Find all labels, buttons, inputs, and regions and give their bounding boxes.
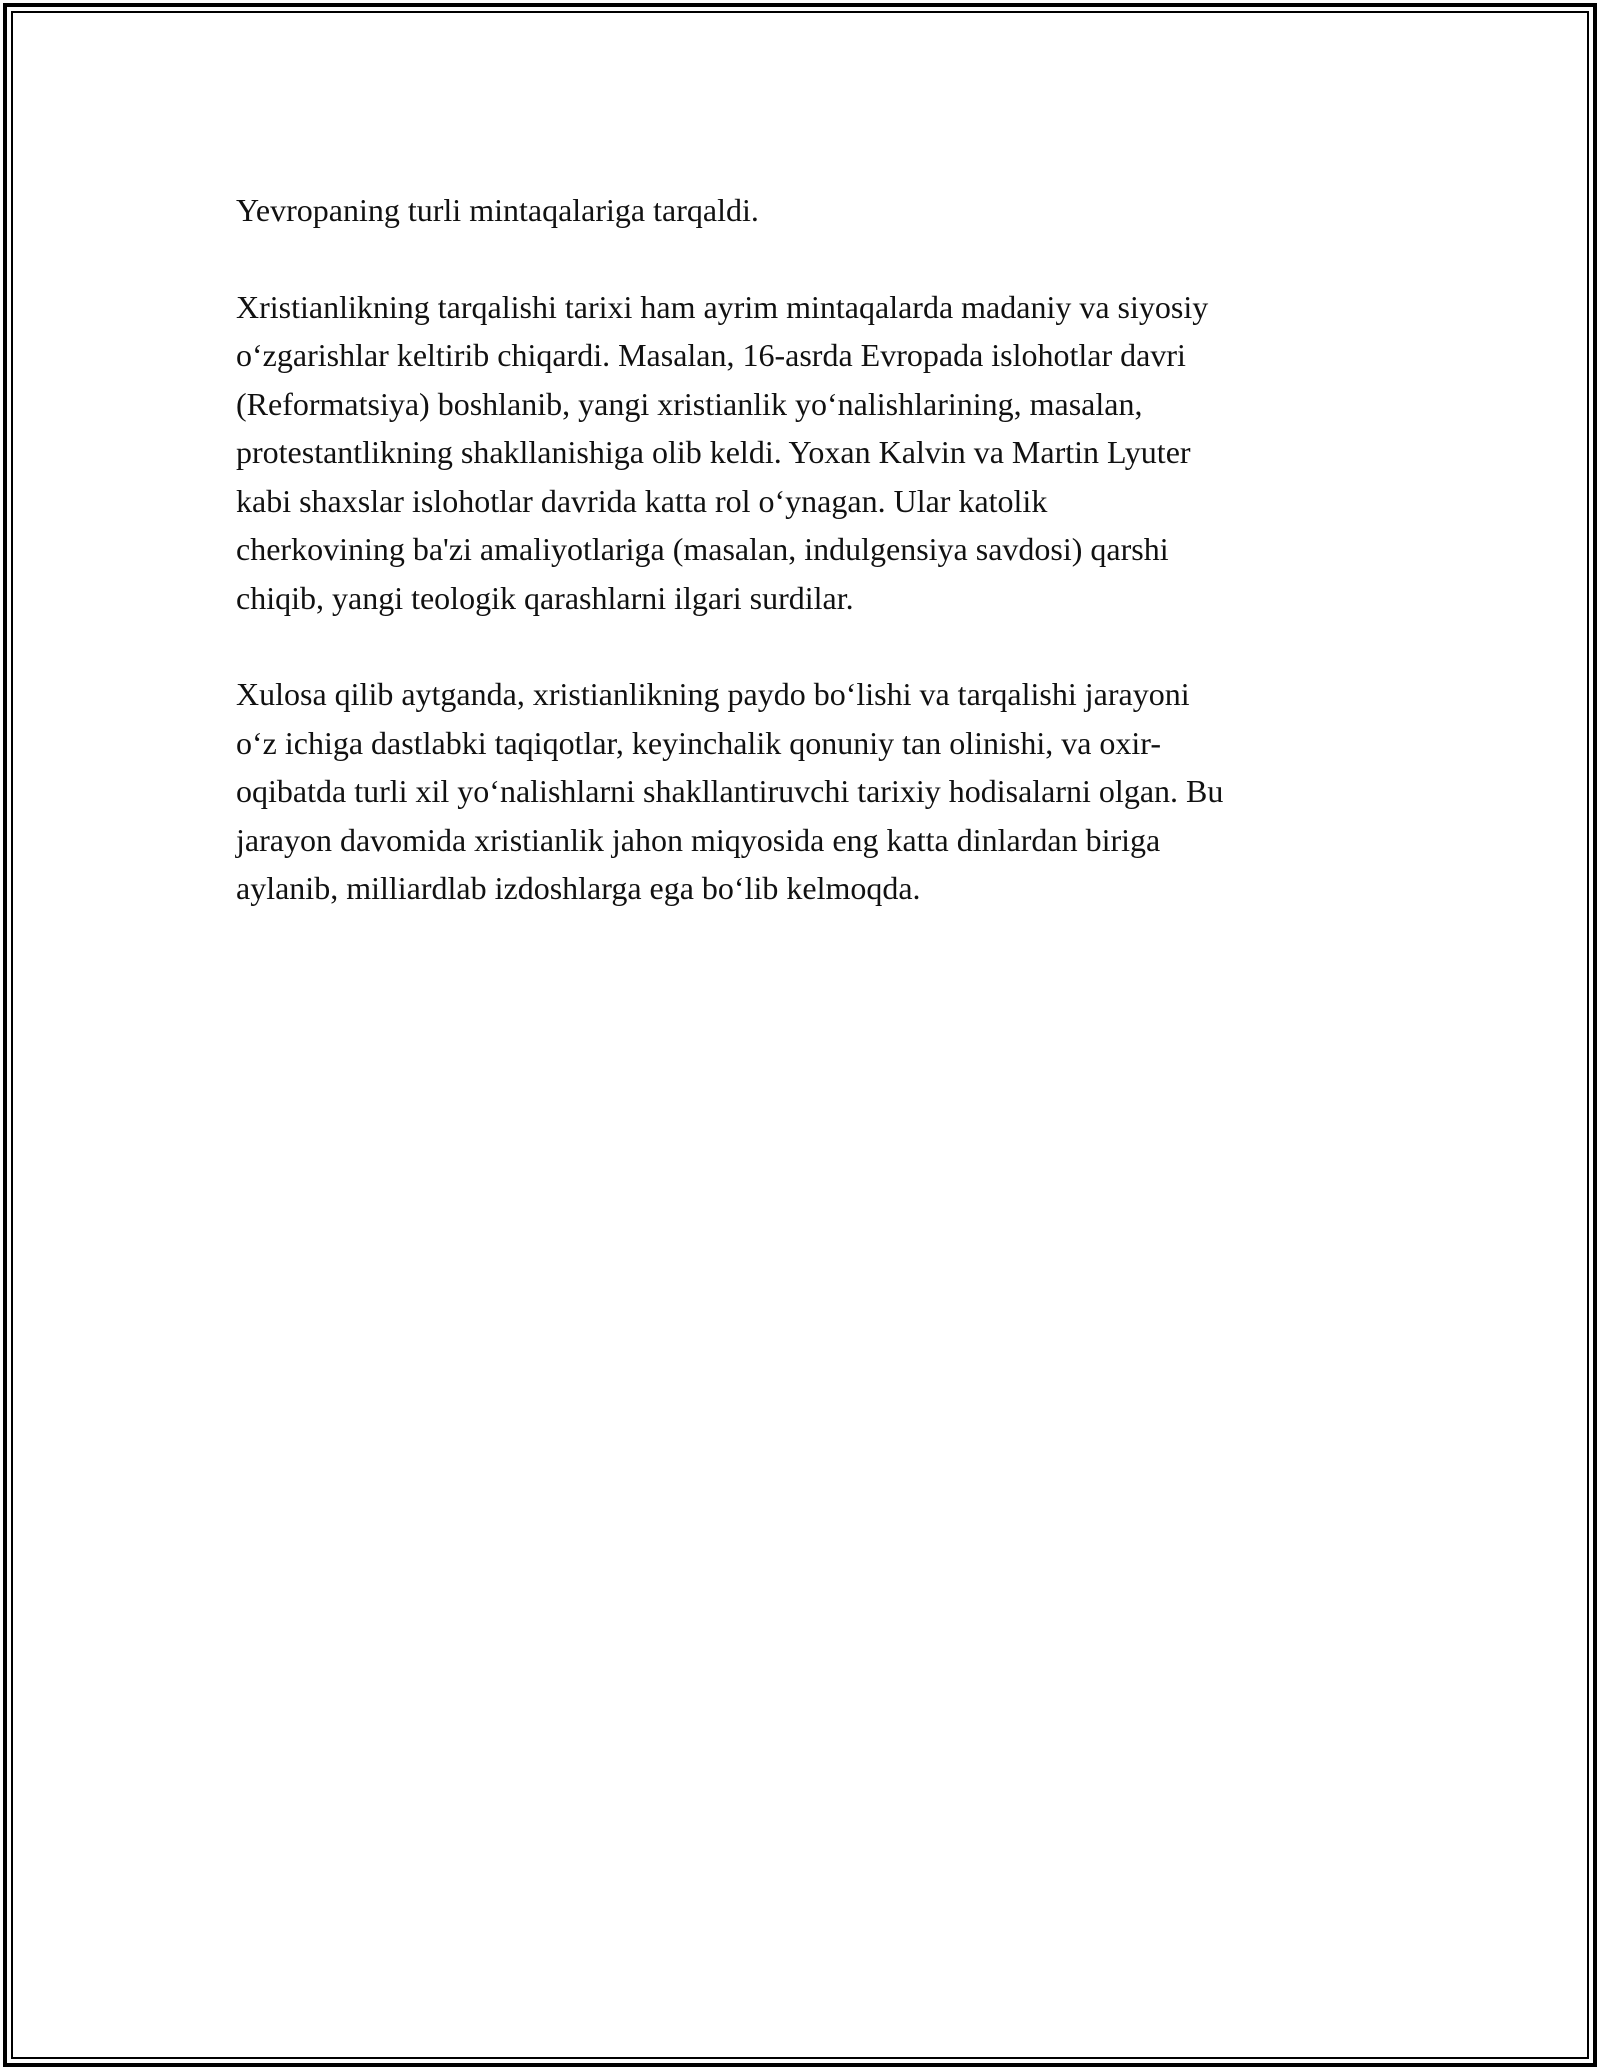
text-line: Xulosa qilib aytganda, xristianlikning paydo bo‘lishi va tarqalishi jarayoni <box>236 676 1190 712</box>
text-line: Yevropaning turli mintaqalariga tarqaldi. <box>236 192 759 228</box>
text-line: oqibatda turli xil yo‘nalishlarni shakllantiruvchi tarixiy hodisalarni olgan. Bu <box>236 773 1224 809</box>
text-line: Xristianlikning tarqalishi tarixi ham ayrim mintaqalarda madaniy va siyosiy <box>236 288 1209 325</box>
document-body <box>236 186 1386 961</box>
text-line: protestantlikning shakllanishiga olib keldi. Yoxan Kalvin va Martin Lyuter <box>236 434 1191 470</box>
text-line: aylanib, milliardlab izdoshlarga ega bo‘lib kelmoqda. <box>236 870 921 906</box>
text-line: cherkovining ba'zi amaliyotlariga (masalan, indulgensiya savdosi) qarshi <box>236 531 1169 567</box>
text-line: jarayon davomida xristianlik jahon miqyosida eng katta dinlardan biriga <box>236 821 1161 858</box>
text-line: (Reformatsiya) boshlanib, yangi xristianlik yo‘nalishlarining, masalan, <box>236 385 1143 422</box>
paragraph-1 <box>236 186 1386 235</box>
text-line: kabi shaxslar islohotlar davrida katta rol o‘ynagan. Ular katolik <box>236 482 1048 519</box>
text-line: o‘z ichiga dastlabki taqiqotlar, keyinchalik qonuniy tan olinishi, va oxir- <box>236 724 1161 761</box>
text-line: o‘zgarishlar keltirib chiqardi. Masalan, 16-asrda Evropada islohotlar davri <box>236 337 1186 373</box>
paragraph-3 <box>236 670 1386 913</box>
text-line: chiqib, yangi teologik qarashlarni ilgari surdilar. <box>236 579 854 616</box>
paragraph-2 <box>236 283 1386 623</box>
